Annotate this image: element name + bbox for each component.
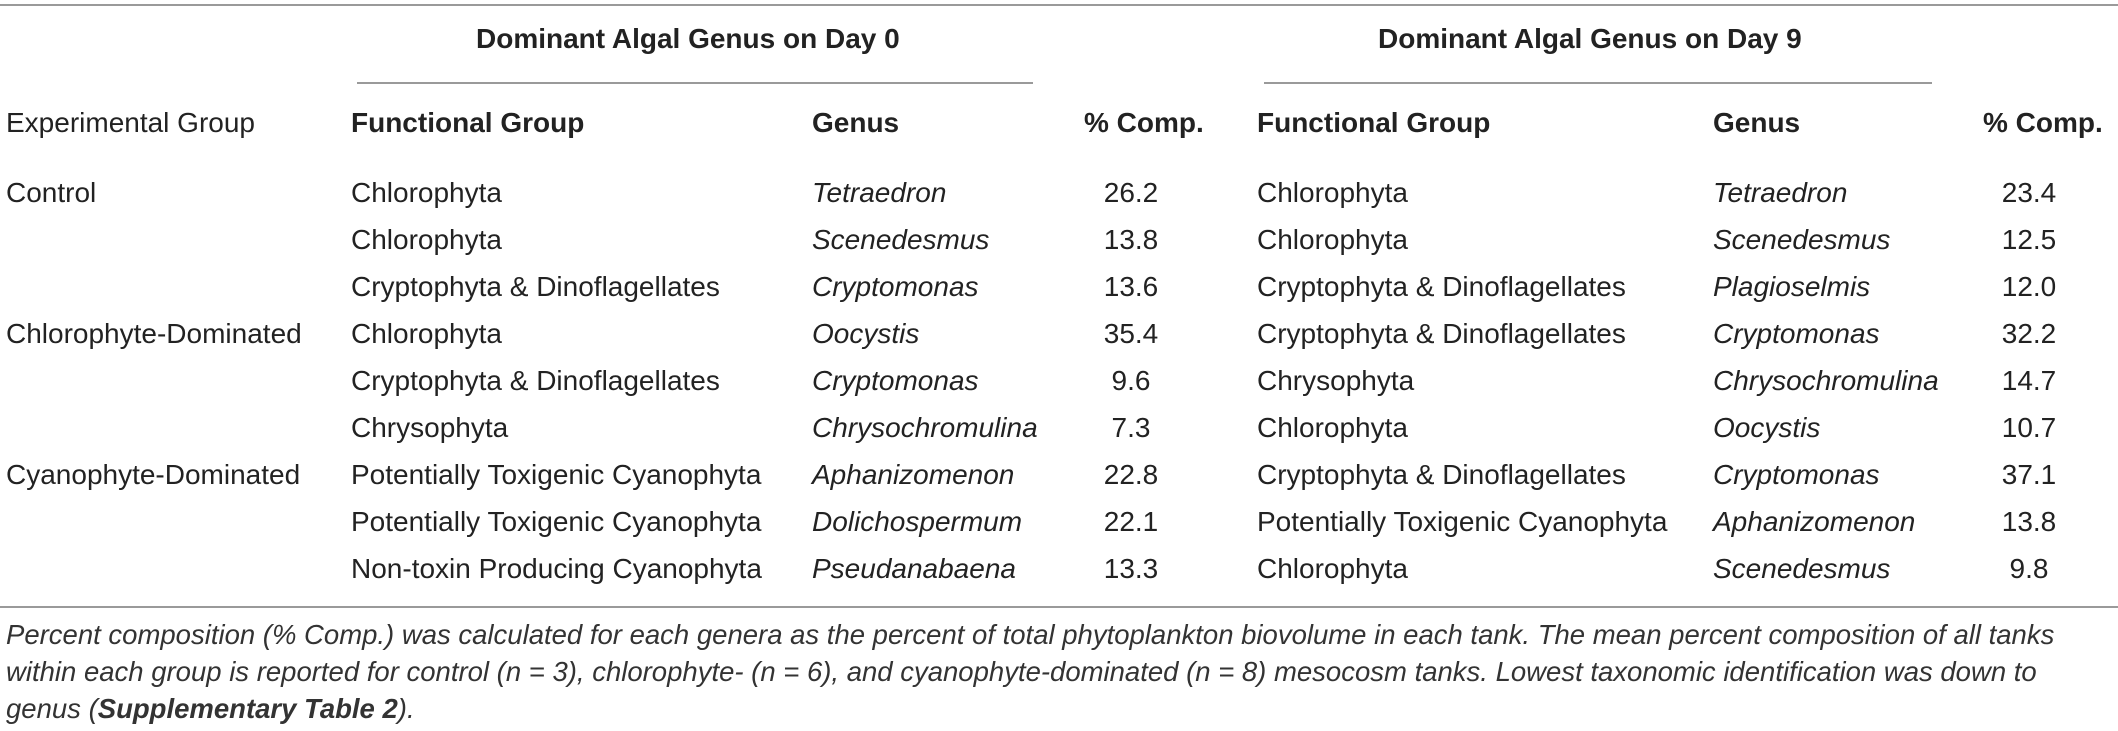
cell-comp-day0: 7.3 [1111,412,1151,443]
cell-experimental-group: Control [6,177,97,208]
cell-functional-group-day0: Chlorophyta [351,177,502,208]
cell-functional-group-day9: Cryptophyta & Dinoflagellates [1257,271,1626,302]
cell-functional-group-day0: Cryptophyta & Dinoflagellates [351,271,720,302]
header-genus-day0: Genus [812,107,900,138]
cell-genus-day0: Aphanizomenon [812,459,1015,490]
cell-functional-group-day9: Chlorophyta [1257,412,1408,443]
header-functional-group-day9: Functional Group [1257,107,1491,138]
cell-genus-day9: Oocystis [1713,412,1821,443]
cell-genus-day9: Cryptomonas [1713,318,1880,349]
cell-functional-group-day9: Chlorophyta [1257,553,1408,584]
cell-functional-group-day0: Cryptophyta & Dinoflagellates [351,365,720,396]
cell-functional-group-day0: Potentially Toxigenic Cyanophyta [351,506,762,537]
cell-comp-day0: 35.4 [1103,318,1159,349]
cell-genus-day0: Scenedesmus [812,224,990,255]
cell-genus-day9: Plagioselmis [1713,271,1871,302]
header-experimental-group: Experimental Group [6,107,256,138]
cell-genus-day9: Tetraedron [1713,177,1848,208]
cell-functional-group-day9: Cryptophyta & Dinoflagellates [1257,459,1626,490]
cell-functional-group-day0: Chrysophyta [351,412,509,443]
cell-genus-day9: Scenedesmus [1713,553,1891,584]
span-rule-day0 [357,82,1033,84]
cell-comp-day0: 13.8 [1103,224,1159,255]
cell-genus-day9: Aphanizomenon [1713,506,1916,537]
cell-genus-day9: Scenedesmus [1713,224,1891,255]
top-rule [0,4,2118,6]
cell-comp-day9: 10.7 [2001,412,2057,443]
cell-comp-day0: 9.6 [1111,365,1151,396]
cell-comp-day9: 13.8 [2001,506,2057,537]
cell-genus-day0: Dolichospermum [812,506,1023,537]
cell-comp-day0: 13.3 [1103,553,1159,584]
caption-text-1: Percent composition (% Comp.) was calculated for each genera as the percent of total phytoplankton biovolume in each tank. The mean percent composition of all tanks within each group is reported for control (n = 3), chlorophyte- (n = 6), and cyanophyte-dominated (n = 8) mesocosm tanks. Lowest taxonomic identification was down to genus ( [6,619,2055,724]
header-comp-day9: % Comp. [1983,107,2103,138]
cell-comp-day9: 23.4 [2001,177,2057,208]
cell-comp-day9: 32.2 [2001,318,2057,349]
cell-experimental-group: Chlorophyte-Dominated [6,318,302,349]
cell-comp-day9: 9.8 [2009,553,2049,584]
caption-text-2: ). [397,693,415,724]
cell-functional-group-day9: Chrysophyta [1257,365,1415,396]
cell-experimental-group: Cyanophyte-Dominated [6,459,301,490]
cell-genus-day0: Tetraedron [812,177,947,208]
cell-genus-day0: Oocystis [812,318,920,349]
cell-functional-group-day9: Chlorophyta [1257,177,1408,208]
cell-comp-day0: 22.8 [1103,459,1159,490]
cell-comp-day0: 22.1 [1103,506,1159,537]
cell-comp-day0: 13.6 [1103,271,1159,302]
cell-comp-day9: 14.7 [2001,365,2057,396]
cell-genus-day0: Cryptomonas [812,271,979,302]
cell-functional-group-day0: Non-toxin Producing Cyanophyta [351,553,762,584]
cell-functional-group-day9: Chlorophyta [1257,224,1408,255]
cell-functional-group-day0: Chlorophyta [351,318,502,349]
caption-reference: Supplementary Table 2 [97,693,398,724]
span-header-day0: Dominant Algal Genus on Day 0 [476,23,900,54]
span-header-day9: Dominant Algal Genus on Day 9 [1378,23,1802,54]
cell-functional-group-day9: Cryptophyta & Dinoflagellates [1257,318,1626,349]
cell-genus-day9: Chrysochromulina [1713,365,1939,396]
cell-functional-group-day0: Chlorophyta [351,224,502,255]
span-rule-day9 [1264,82,1932,84]
cell-functional-group-day0: Potentially Toxigenic Cyanophyta [351,459,762,490]
cell-functional-group-day9: Potentially Toxigenic Cyanophyta [1257,506,1668,537]
table-caption [6,616,2112,727]
cell-genus-day9: Cryptomonas [1713,459,1880,490]
cell-genus-day0: Pseudanabaena [812,553,1016,584]
cell-comp-day9: 12.5 [2001,224,2057,255]
cell-comp-day9: 12.0 [2001,271,2057,302]
cell-comp-day0: 26.2 [1103,177,1159,208]
header-genus-day9: Genus [1713,107,1801,138]
cell-comp-day9: 37.1 [2001,459,2057,490]
cell-genus-day0: Cryptomonas [812,365,979,396]
bottom-rule [0,606,2118,608]
header-functional-group-day0: Functional Group [351,107,585,138]
cell-genus-day0: Chrysochromulina [812,412,1038,443]
header-comp-day0: % Comp. [1084,107,1204,138]
